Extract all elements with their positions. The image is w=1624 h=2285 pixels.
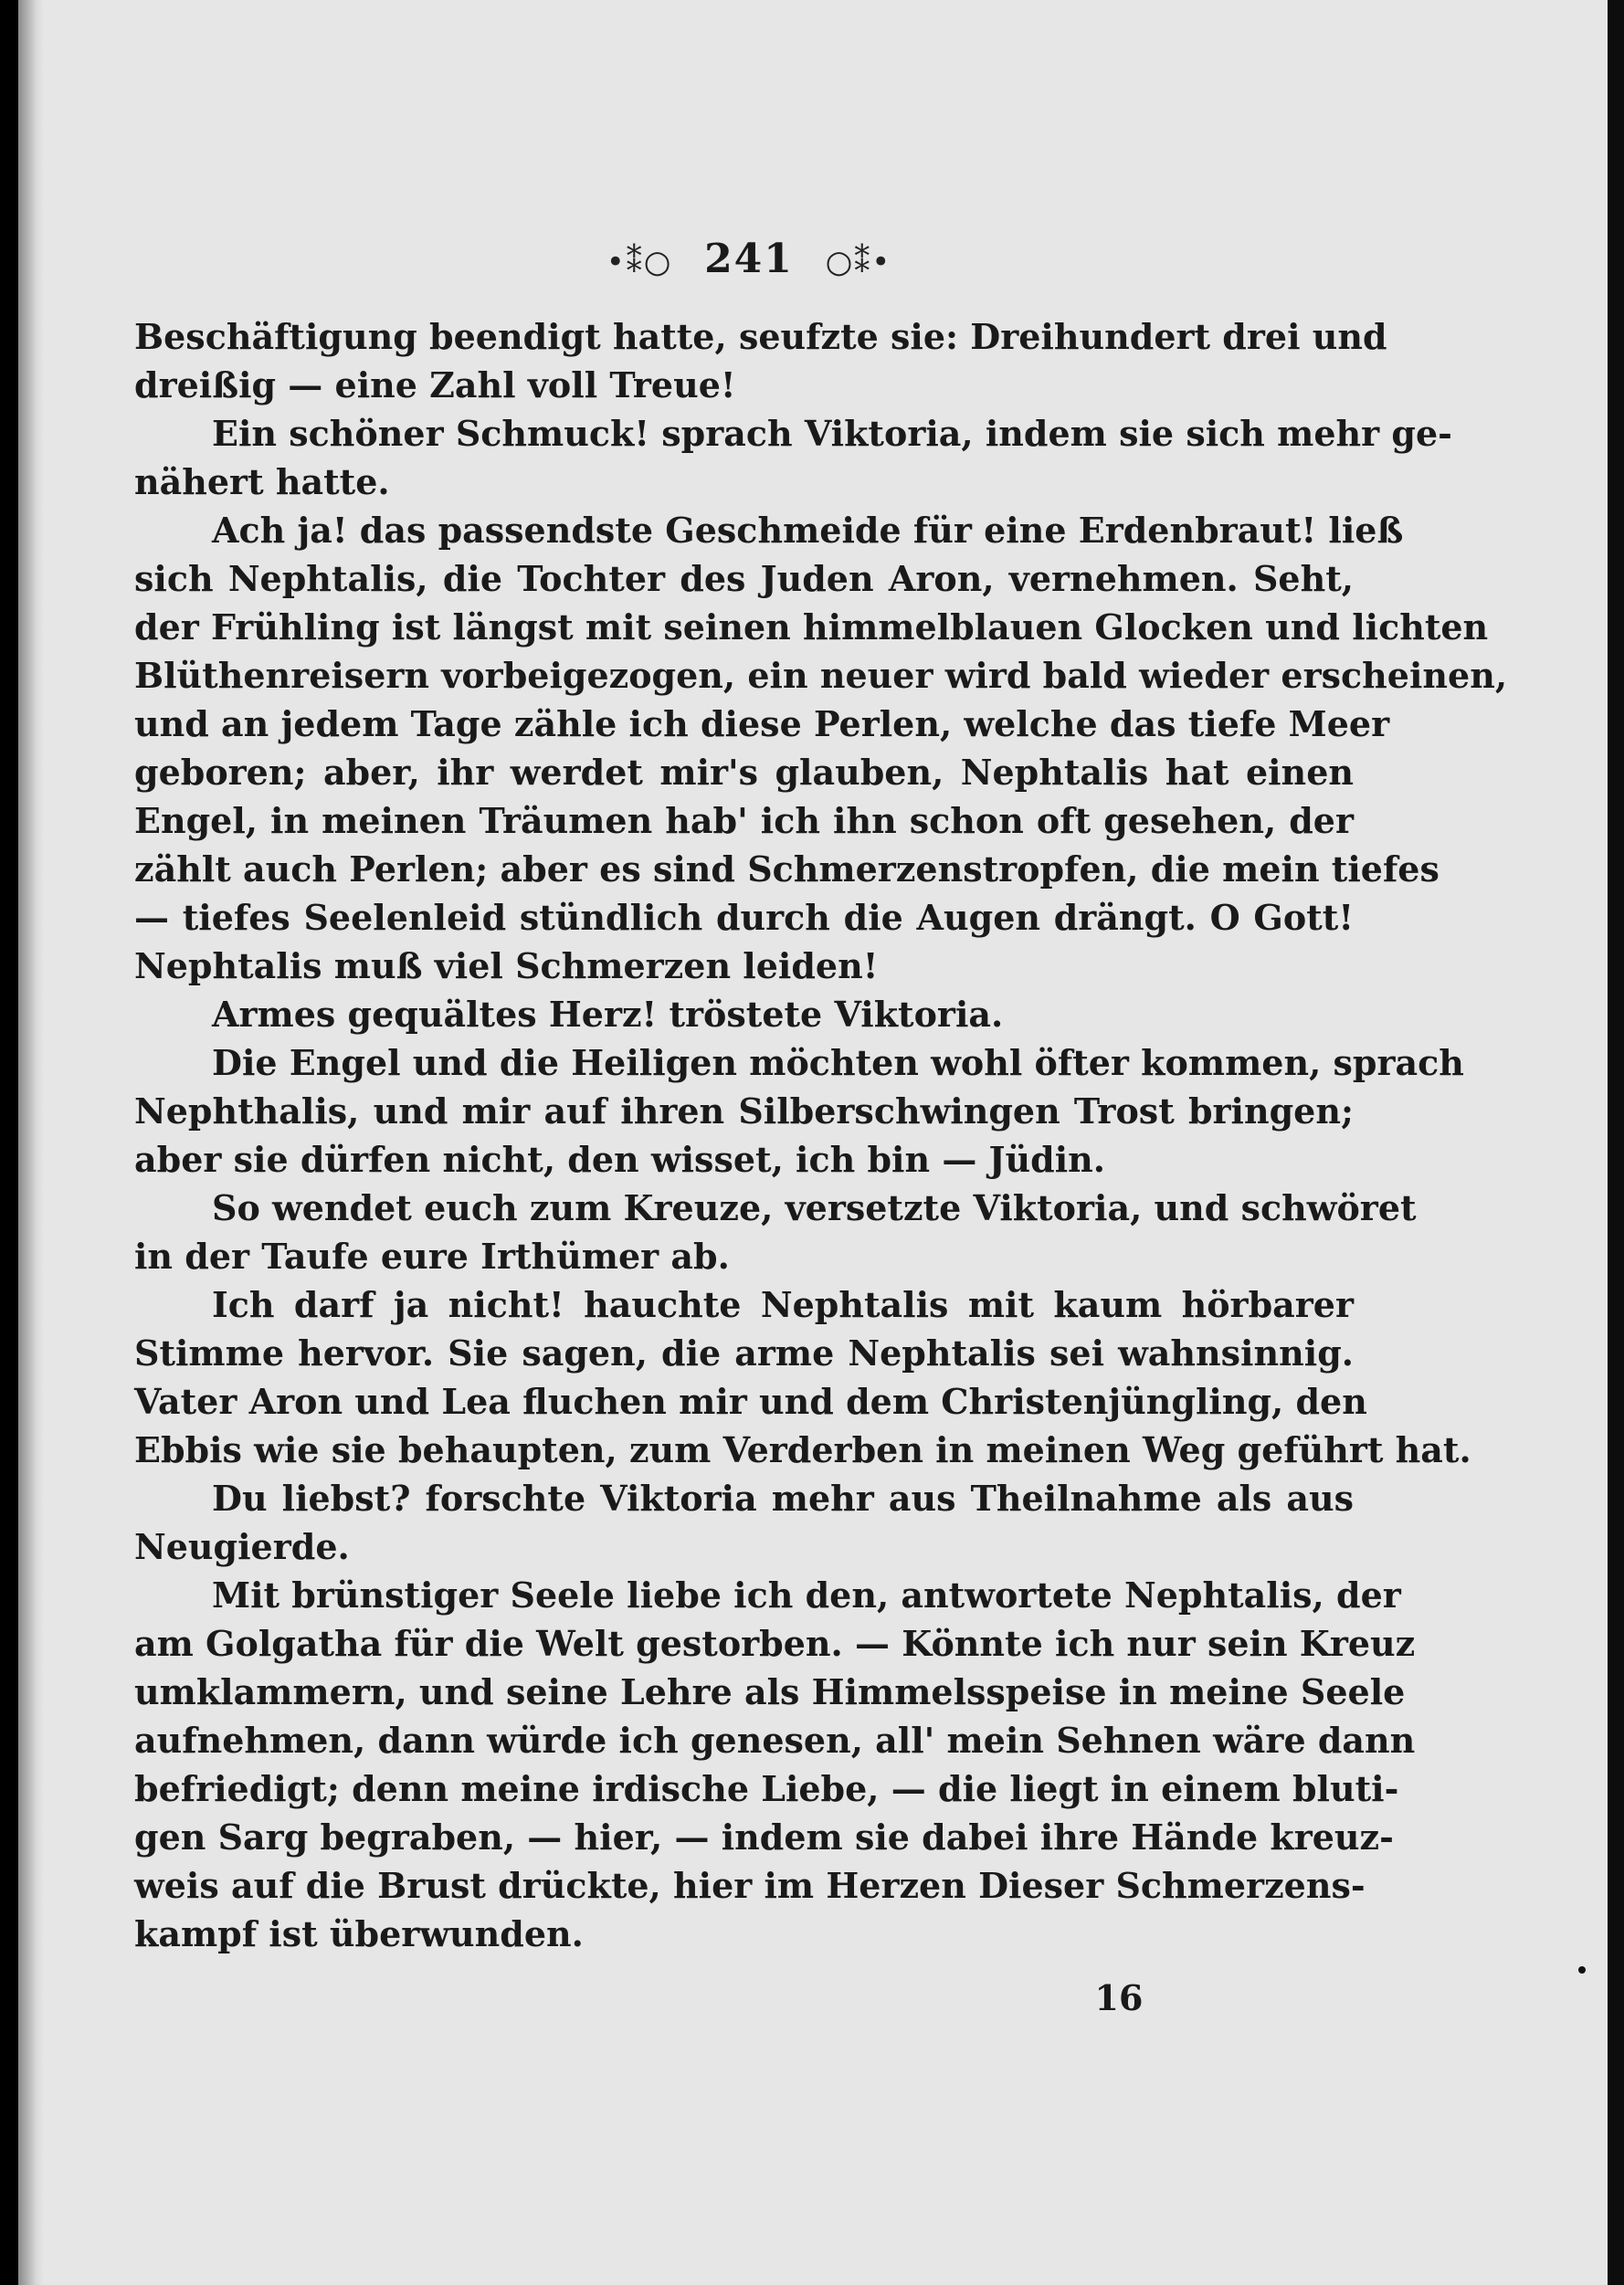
text-line: sich Nephtalis, die Tochter des Juden Aron, vernehmen. Seht,: [134, 558, 1354, 599]
ornament-left: •⁑○: [606, 244, 673, 280]
book-page: [18, 0, 1608, 2285]
text-line: Mit brünstiger Seele liebe ich den, antwortete Nephtalis, der: [212, 1574, 1401, 1616]
text-line: Armes gequältes Herz! tröstete Viktoria.: [212, 994, 1004, 1035]
text-line: dreißig — eine Zahl voll Treue!: [134, 364, 736, 405]
text-line: aufnehmen, dann würde ich genesen, all' mein Sehnen wäre dann: [134, 1720, 1416, 1761]
text-line: der Frühling ist längst mit seinen himmelblauen Glocken und lichten: [134, 606, 1489, 648]
text-line: gen Sarg begraben, — hier, — indem sie dabei ihre Hände kreuz-: [134, 1816, 1394, 1858]
text-line: Engel, in meinen Träumen hab' ich ihn schon oft gesehen, der: [134, 800, 1354, 841]
text-line: So wendet euch zum Kreuze, versetzte Viktoria, und schwöret: [212, 1187, 1417, 1228]
text-line: Neugierde.: [134, 1526, 350, 1567]
text-line: weis auf die Brust drückte, hier im Herzen Dieser Schmerzens-: [134, 1865, 1366, 1906]
text-line: kampf ist überwunden.: [134, 1913, 584, 1954]
text-line: geboren; aber, ihr werdet mir's glauben, Nephtalis hat einen: [134, 752, 1354, 793]
text-line: und an jedem Tage zähle ich diese Perlen, welche das tiefe Meer: [134, 703, 1390, 744]
page-gutter-shadow: [18, 0, 44, 2285]
text-line: zählt auch Perlen; aber es sind Schmerzenstropfen, die mein tiefes: [134, 848, 1439, 890]
ornament-right: ○⁑•: [825, 244, 892, 280]
text-line: befriedigt; denn meine irdische Liebe, — die liegt in einem bluti-: [134, 1768, 1399, 1809]
text-line: Blüthenreisern vorbeigezogen, ein neuer wird bald wieder erscheinen,: [134, 655, 1508, 696]
scan-speck: [1578, 1966, 1586, 1974]
scan-left-edge: [0, 0, 18, 2285]
printer-signature-mark: 16: [1094, 1977, 1144, 2018]
text-line: aber sie dürfen nicht, den wisset, ich bin — Jüdin.: [134, 1139, 1106, 1180]
page-body-text: [134, 312, 1508, 1958]
text-line: in der Taufe eure Irthümer ab.: [134, 1236, 730, 1277]
text-line: Ein schöner Schmuck! sprach Viktoria, indem sie sich mehr ge-: [212, 413, 1452, 454]
text-line: Beschäftigung beendigt hatte, seufzte sie: Dreihundert drei und: [134, 316, 1387, 357]
text-line: nähert hatte.: [134, 461, 390, 502]
text-line: Vater Aron und Lea fluchen mir und dem Christenjüngling, den: [134, 1381, 1367, 1422]
text-line: Nephtalis muß viel Schmerzen leiden!: [134, 945, 879, 986]
page-number: 241: [704, 236, 794, 282]
text-line: Die Engel und die Heiligen möchten wohl öfter kommen, sprach: [212, 1042, 1464, 1083]
text-line: Ebbis wie sie behaupten, zum Verderben in meinen Weg geführt hat.: [134, 1429, 1471, 1470]
text-line: — tiefes Seelenleid stündlich durch die Augen drängt. O Gott!: [134, 897, 1354, 938]
text-line: Ach ja! das passendste Geschmeide für eine Erdenbraut! ließ: [212, 510, 1404, 551]
text-line: am Golgatha für die Welt gestorben. — Könnte ich nur sein Kreuz: [134, 1623, 1416, 1664]
text-line: Stimme hervor. Sie sagen, die arme Nephtalis sei wahnsinnig.: [134, 1332, 1354, 1374]
text-line: Ich darf ja nicht! hauchte Nephtalis mit kaum hörbarer: [212, 1284, 1354, 1325]
text-line: Du liebst? forschte Viktoria mehr aus Theilnahme als aus: [212, 1478, 1354, 1519]
text-line: umklammern, und seine Lehre als Himmelsspeise in meine Seele: [134, 1671, 1406, 1712]
page-header: [585, 236, 913, 290]
text-line: Nephthalis, und mir auf ihren Silberschwingen Trost bringen;: [134, 1090, 1354, 1132]
